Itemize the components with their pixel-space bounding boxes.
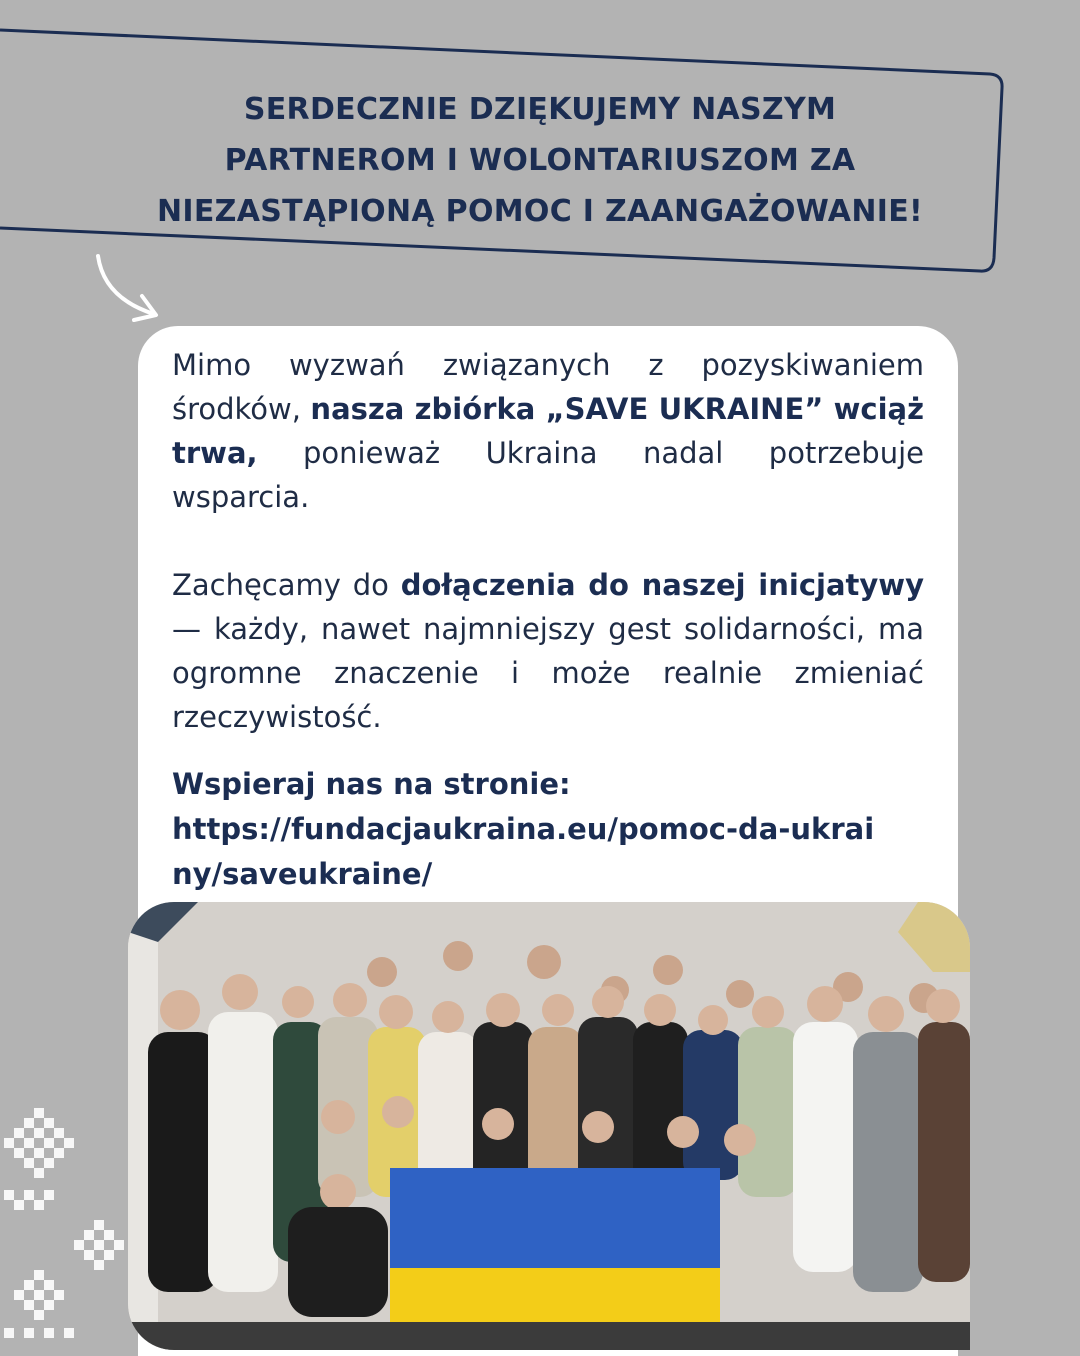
headline xyxy=(60,84,1020,237)
paragraph-1-text-end: ponieważ Ukraina nadal potrzebuje wsparcia. xyxy=(172,436,924,514)
paragraph-2-text-end: — każdy, nawet najmniejszy gest solidarności, ma ogromne znaczenie i może realnie zmieniać rzeczywistość. xyxy=(172,612,924,734)
paragraph-2-bold: dołączenia do naszej inicjatywy xyxy=(400,568,924,602)
paragraph-2-text: Zachęcamy do xyxy=(172,568,401,602)
support-block xyxy=(172,762,892,897)
paragraph-2 xyxy=(172,563,924,739)
team-photo xyxy=(128,902,970,1350)
paragraph-1 xyxy=(172,343,924,519)
headline-line-1: SERDECZNIE DZIĘKUJEMY NASZYM xyxy=(243,92,837,127)
team-photo-illustration xyxy=(128,902,970,1350)
headline-line-3: NIEZASTĄPIONĄ POMOC I ZAANGAŻOWANIE! xyxy=(157,194,923,229)
paragraph-1-text: Mimo wyzwań związanych z pozyskiwaniem środków, xyxy=(172,348,924,426)
headline-line-2: PARTNEROM I WOLONTARIUSZOM ZA xyxy=(224,143,856,178)
embroidery-pattern-icon xyxy=(0,1100,130,1350)
support-link[interactable]: https://fundacjaukraina.eu/pomoc-da-ukrainy/saveukraine/ xyxy=(172,812,875,891)
paragraph-1-bold: nasza zbiórka „SAVE UKRAINE” wciąż trwa, xyxy=(172,392,924,470)
curved-arrow-icon xyxy=(86,248,176,328)
support-label: Wspieraj nas na stronie: xyxy=(172,767,571,801)
